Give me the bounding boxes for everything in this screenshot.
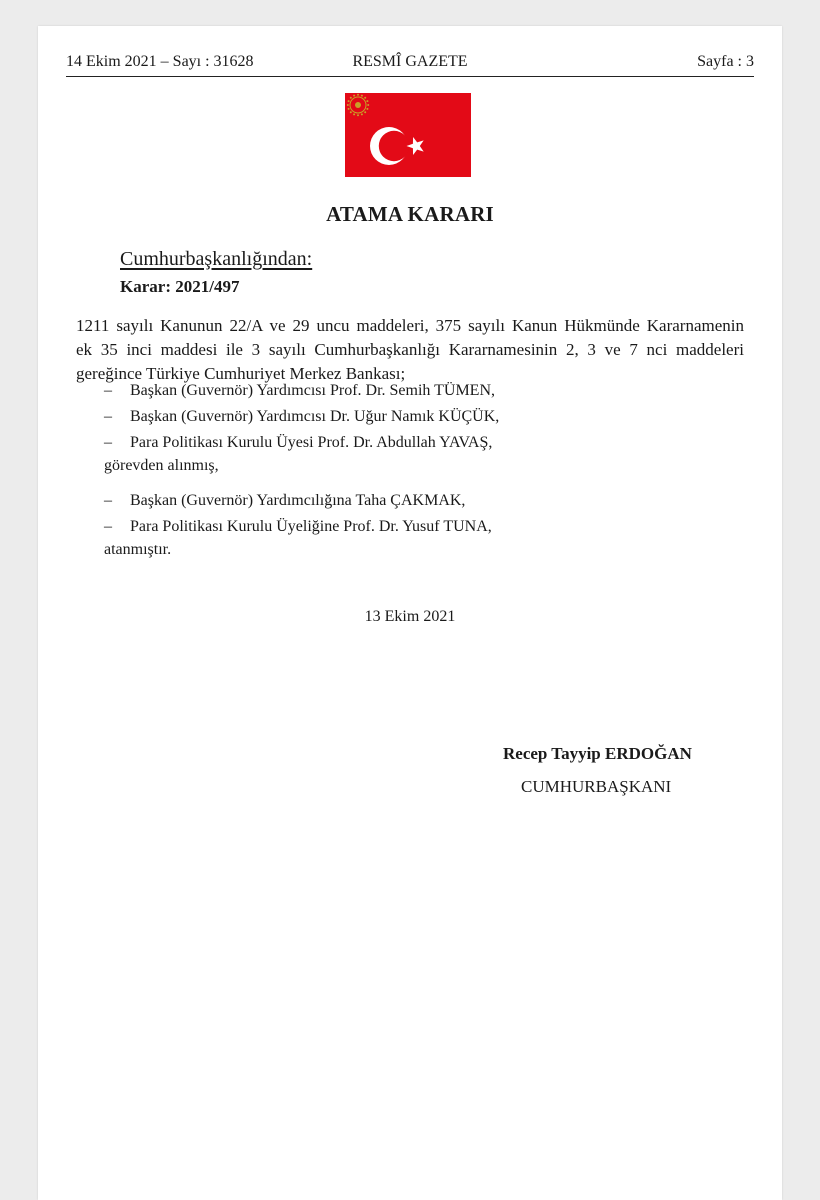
turkish-flag-icon [345,93,471,177]
dash-bullet: – [104,382,112,399]
appointed-item [104,518,492,536]
body-line: ek 35 inci maddesi ile 3 sayılı Cumhurbaşkanlığı Kararnamesinin 2, 3 ve 7 nci maddeleri [76,340,744,359]
issue-info: 14 Ekim 2021 – Sayı : 31628 [66,53,254,70]
dash-bullet: – [104,408,112,425]
header-divider [66,76,754,77]
page-number: Sayfa : 3 [697,53,754,70]
presidential-seal-icon [347,94,369,116]
decision-date: 13 Ekim 2021 [364,608,456,625]
dismissal-closing: görevden alınmış, [104,457,219,474]
decision-title: ATAMA KARARI [326,202,494,226]
signatory-title: CUMHURBAŞKANI [521,777,672,796]
dismissed-item [104,434,492,452]
appointed-item [104,492,465,510]
decision-number: Karar: 2021/497 [120,277,240,296]
page-header [66,53,754,77]
body-line: gereğince Türkiye Cumhuriyet Merkez Bankası; [76,364,406,383]
body-line: 1211 sayılı Kanunun 22/A ve 29 uncu maddeleri, 375 sayılı Kanun Hükmünde Kararnamenin [76,316,744,335]
dash-bullet: – [104,518,112,535]
decision-body [76,314,744,386]
dismissed-person: Başkan (Guvernör) Yardımcısı Dr. Uğur Namık KÜÇÜK, [130,408,500,425]
publication-name: RESMÎ GAZETE [352,53,468,70]
appointment-closing: atanmıştır. [104,541,172,558]
signatory-name: Recep Tayyip ERDOĞAN [503,744,692,763]
gazette-page [38,26,782,1200]
dismissed-item [104,382,495,400]
appointed-person: Başkan (Guvernör) Yardımcılığına Taha ÇAKMAK, [130,492,466,509]
appointed-person: Para Politikası Kurulu Üyeliğine Prof. Dr. Yusuf TUNA, [130,518,492,535]
dismissed-person: Para Politikası Kurulu Üyesi Prof. Dr. Abdullah YAVAŞ, [130,434,493,451]
issuing-authority: Cumhurbaşkanlığından: [120,248,313,270]
dismissed-item [104,408,499,426]
dash-bullet: – [104,434,112,451]
dismissed-person: Başkan (Guvernör) Yardımcısı Prof. Dr. Semih TÜMEN, [130,382,496,399]
dash-bullet: – [104,492,112,509]
